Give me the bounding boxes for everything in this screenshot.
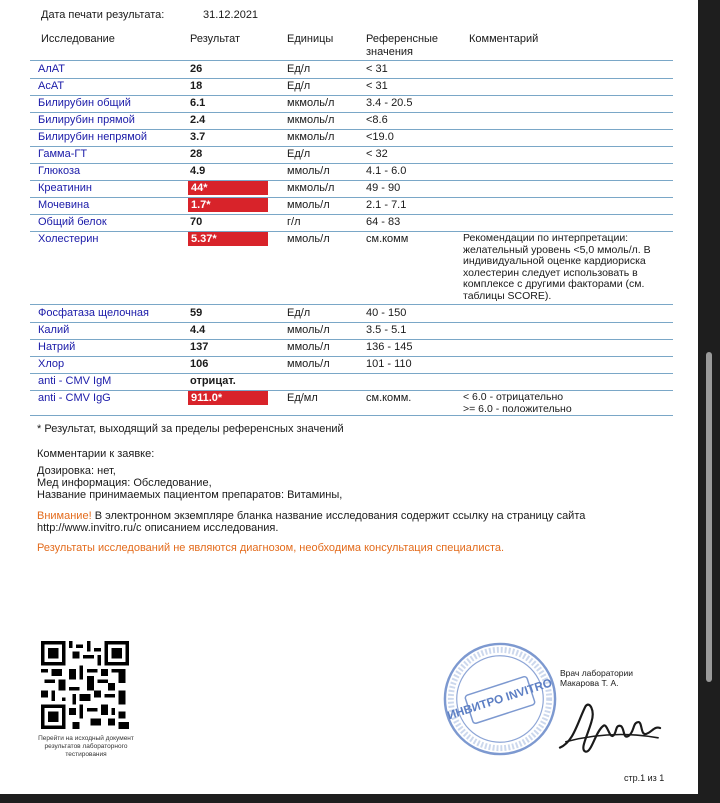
scrollbar-thumb[interactable]: [706, 352, 712, 682]
test-name[interactable]: Билирубин прямой: [38, 114, 135, 126]
order-comment-drugs: Название принимаемых пациентом препаратов: Витамины,: [37, 489, 343, 501]
reference-range: <19.0: [366, 131, 394, 143]
table-row: [30, 180, 673, 198]
table-row: [30, 197, 673, 215]
result-value: 6.1: [190, 97, 206, 109]
reference-range: 2.1 - 7.1: [366, 199, 407, 211]
test-name[interactable]: АлАТ: [38, 63, 65, 75]
test-name[interactable]: anti - CMV IgG: [38, 392, 111, 404]
footnote: * Результат, выходящий за пределы референсных значений: [37, 423, 344, 435]
reference-range: см.комм: [366, 233, 409, 245]
reference-range: 40 - 150: [366, 307, 407, 319]
unit: мкмоль/л: [287, 182, 335, 194]
result-value-flagged: 44*: [188, 181, 268, 195]
doctor-name: Макарова Т. А.: [560, 678, 619, 688]
unit: ммоль/л: [287, 358, 330, 370]
unit: Ед/мл: [287, 392, 318, 404]
result-value-flagged: 911.0*: [188, 391, 268, 405]
test-name[interactable]: Билирубин общий: [38, 97, 131, 109]
unit: мкмоль/л: [287, 97, 335, 109]
test-name[interactable]: Холестерин: [38, 233, 99, 245]
unit: ммоль/л: [287, 341, 330, 353]
signature-icon: [556, 692, 664, 762]
interpretation-comment: Рекомендации по интерпретации: желательный уровень <5,0 ммоль/л. В индивидуальной оценке кардиориска холестерин следует использовать в комплексе с другими факторами (см. таблицы SCORE).: [463, 232, 651, 302]
doctor-block: [560, 668, 633, 688]
stamp-text: ИНВИТРО INVITRO: [445, 675, 554, 723]
unit: ммоль/л: [287, 199, 330, 211]
reference-range: 3.4 - 20.5: [366, 97, 413, 109]
table-row: [30, 163, 673, 181]
reference-range: 4.1 - 6.0: [366, 165, 407, 177]
result-value: 2.4: [190, 114, 206, 126]
viewer-bottom-edge: [0, 794, 720, 803]
column-units: Единицы: [287, 33, 334, 45]
unit: Ед/л: [287, 80, 311, 92]
reference-range: < 32: [366, 148, 388, 160]
result-value-flagged: 5.37*: [188, 232, 268, 246]
reference-range: <8.6: [366, 114, 388, 126]
reference-range: 136 - 145: [366, 341, 413, 353]
test-name[interactable]: Креатинин: [38, 182, 92, 194]
result-value-flagged: 1.7*: [188, 198, 268, 212]
test-name[interactable]: anti - CMV IgM: [38, 375, 112, 387]
test-name[interactable]: Фосфатаза щелочная: [38, 307, 150, 319]
unit: ммоль/л: [287, 165, 330, 177]
result-value: 3.7: [190, 131, 206, 143]
table-row: [30, 129, 673, 147]
unit: ммоль/л: [287, 233, 330, 245]
table-row: [30, 305, 673, 323]
unit: мкмоль/л: [287, 131, 335, 143]
print-date-value: 31.12.2021: [203, 9, 259, 21]
order-comments-title: Комментарии к заявке:: [37, 448, 155, 460]
result-value: 18: [190, 80, 203, 92]
reference-range: 49 - 90: [366, 182, 401, 194]
stamp-icon: [441, 640, 559, 758]
order-comment-med-info: Мед информация: Обследование,: [37, 477, 212, 489]
table-row: [30, 356, 673, 374]
result-value: 70: [190, 216, 203, 228]
result-value: 137: [190, 341, 209, 353]
table-row: [30, 322, 673, 340]
unit: Ед/л: [287, 63, 311, 75]
unit: ммоль/л: [287, 324, 330, 336]
table-row: [30, 339, 673, 357]
qr-caption: Перейти на исходный документ результатов лабораторного тестирования: [38, 735, 134, 758]
reference-range: см.комм.: [366, 392, 412, 404]
test-name[interactable]: АсАТ: [38, 80, 65, 92]
attention-note: Внимание! В электронном экземпляре бланка название исследования содержит ссылку на страницу сайта: [37, 510, 586, 522]
table-row: [30, 390, 673, 416]
reference-range: 64 - 83: [366, 216, 401, 228]
reference-range: < 31: [366, 80, 388, 92]
page-number: стр.1 из 1: [624, 773, 665, 783]
unit: мкмоль/л: [287, 114, 335, 126]
result-value: 106: [190, 358, 209, 370]
reference-range: 3.5 - 5.1: [366, 324, 407, 336]
table-row: [30, 146, 673, 164]
doctor-title: Врач лаборатории: [560, 668, 634, 678]
result-value: 59: [190, 307, 203, 319]
order-comment-dosage: Дозировка: нет,: [37, 465, 116, 477]
table-row: [30, 214, 673, 232]
result-value: 4.9: [190, 165, 206, 177]
disclaimer: Результаты исследований не являются диагнозом, необходима консультация специалиста.: [37, 542, 505, 554]
table-row: [30, 78, 673, 96]
unit: Ед/л: [287, 307, 311, 319]
result-value: отрицат.: [190, 375, 236, 387]
table-row: [30, 373, 673, 391]
column-result: Результат: [190, 33, 241, 45]
test-name[interactable]: Гамма-ГТ: [38, 148, 88, 160]
table-row: [30, 231, 673, 305]
test-name[interactable]: Билирубин непрямой: [38, 131, 148, 143]
reference-range: < 31: [366, 63, 388, 75]
column-test: Исследование: [41, 33, 115, 45]
test-name[interactable]: Натрий: [38, 341, 76, 353]
unit: Ед/л: [287, 148, 311, 160]
print-date-label: Дата печати результата:: [41, 9, 165, 21]
attention-label: Внимание!: [37, 510, 92, 522]
reference-range: 101 - 110: [366, 358, 412, 370]
unit: г/л: [287, 216, 301, 228]
test-name[interactable]: Хлор: [38, 358, 65, 370]
table-row: [30, 112, 673, 130]
table-row: [30, 95, 673, 113]
interpretation-comment: < 6.0 - отрицательно >= 6.0 - положительно: [463, 391, 572, 415]
column-comment: Комментарий: [469, 33, 539, 45]
table-row: [30, 61, 673, 79]
test-name[interactable]: Мочевина: [38, 199, 90, 211]
test-name[interactable]: Глюкоза: [38, 165, 81, 177]
invitro-link[interactable]: http://www.invitro.ru/с описанием исследования.: [37, 522, 279, 534]
result-value: 28: [190, 148, 203, 160]
result-value: 26: [190, 63, 203, 75]
column-reference: Референсные значения: [366, 33, 439, 58]
test-name[interactable]: Калий: [38, 324, 70, 336]
result-value: 4.4: [190, 324, 206, 336]
test-name[interactable]: Общий белок: [38, 216, 107, 228]
qr-code-icon[interactable]: [41, 641, 129, 729]
